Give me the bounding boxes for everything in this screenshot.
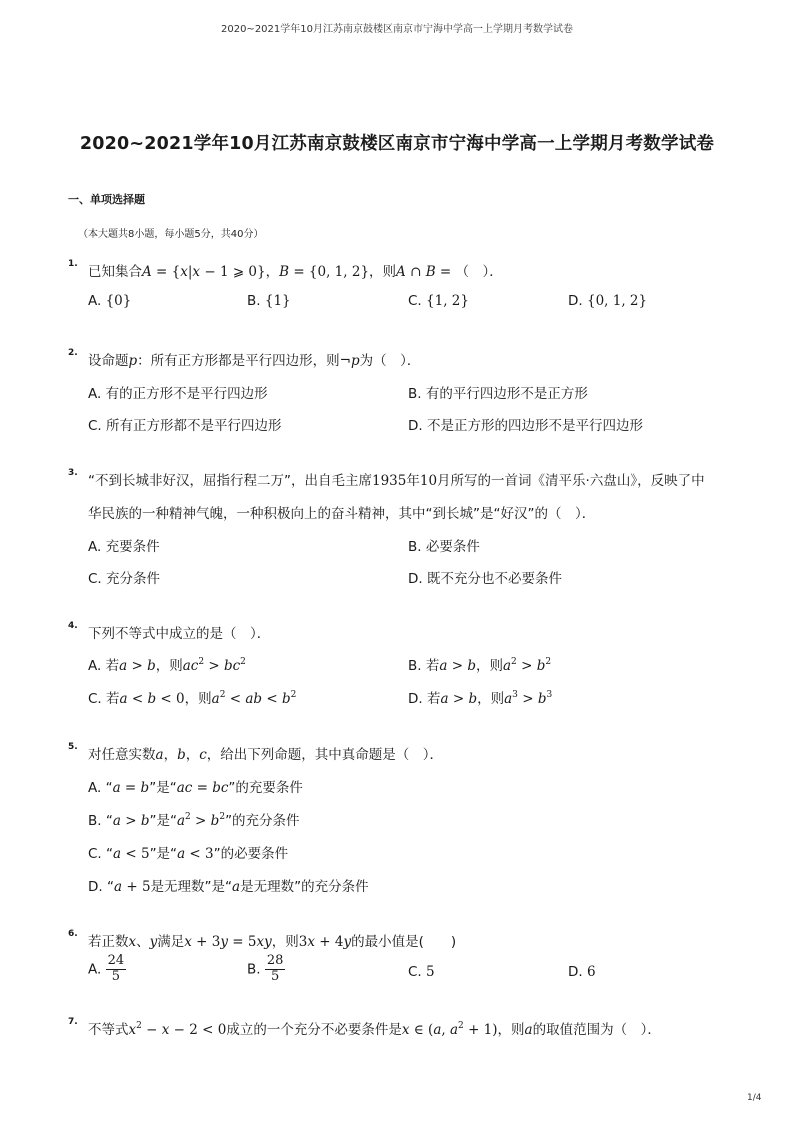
question-stem-line-2: 华民族的一种精神气魄，一种积极向上的奋斗精神，其中“到长城”是“好汉”的（ ）．	[88, 506, 596, 522]
question-stem: 对任意实数a，b，c，给出下列命题，其中真命题是（ ）．	[88, 747, 444, 763]
option-c[interactable]: C. “a < 5”是“a < 3”的必要条件	[88, 846, 289, 862]
option-d[interactable]: D. “a + 5是无理数”是“a是无理数”的充分条件	[88, 879, 369, 895]
question-number: 2.	[68, 348, 78, 358]
option-b[interactable]: B. “a > b”是“$a^2 > b^2$”的充分条件	[88, 812, 300, 829]
running-header: 2020~2021学年10月江苏南京鼓楼区南京市宁海中学高一上学期月考数学试卷	[220, 24, 573, 35]
fraction: $\frac{24}{5}$	[107, 953, 125, 984]
question-number: 1.	[68, 259, 78, 269]
option-b[interactable]: B. $\frac{28}{5}$	[247, 953, 284, 984]
option-d[interactable]: D. 6	[568, 964, 596, 980]
option-c[interactable]: C. 所有正方形都不是平行四边形	[88, 418, 282, 434]
section-note: （本大题共8小题，每小题5分，共40分）	[78, 229, 264, 240]
option-d[interactable]: D. 既不充分也不必要条件	[408, 571, 562, 587]
section-heading: 一、单项选择题	[68, 193, 145, 206]
document-title: 2020~2021学年10月江苏南京鼓楼区南京市宁海中学高一上学期月考数学试卷	[79, 134, 715, 154]
option-d[interactable]: D. {0, 1, 2}	[568, 293, 648, 309]
option-c[interactable]: C. {1, 2}	[408, 293, 469, 309]
option-a[interactable]: A. $\frac{24}{5}$	[88, 953, 125, 984]
question-number: 3.	[68, 468, 78, 478]
option-d[interactable]: D. 不是正方形的四边形不是平行四边形	[408, 418, 643, 434]
option-a[interactable]: A. {0}	[88, 293, 132, 309]
page-number: 1/4	[747, 1093, 762, 1103]
option-b[interactable]: B. 有的平行四边形不是正方形	[408, 386, 588, 402]
option-c[interactable]: C. 若a < b < 0，则$a^2$ < ab < $b^2$	[88, 690, 297, 707]
question-number: 4.	[68, 621, 78, 631]
option-a[interactable]: A. 充要条件	[88, 539, 160, 555]
option-b[interactable]: B. {1}	[247, 293, 291, 309]
option-b[interactable]: B. 若a > b，则$a^2 > b^2$	[408, 657, 552, 674]
option-d[interactable]: D. 若a > b，则$a^3 > b^3$	[408, 690, 553, 707]
question-stem: 若正数x、y满足x + 3y = 5xy，则3x + 4y的最小值是( )	[88, 934, 457, 950]
option-c[interactable]: C. 充分条件	[88, 571, 161, 587]
question-stem: 设命题p：所有正方形都是平行四边形，则¬p为（ ）．	[88, 353, 421, 369]
option-b[interactable]: B. 必要条件	[408, 539, 480, 555]
fraction: $\frac{28}{5}$	[266, 953, 284, 984]
question-number: 5.	[68, 742, 78, 752]
option-a[interactable]: A. “a = b”是“ac = bc”的充要条件	[88, 780, 303, 796]
option-c[interactable]: C. 5	[408, 964, 435, 980]
question-stem: 不等式$x^2 - x - 2 < 0$成立的一个充分不必要条件是x ∈ (a, $a^2 + 1$)，则a的取值范围为（ ）．	[88, 1021, 661, 1038]
option-a[interactable]: A. 若a > b，则$ac^2 > bc^2$	[88, 657, 246, 674]
question-number: 7.	[68, 1017, 78, 1027]
option-a[interactable]: A. 有的正方形不是平行四边形	[88, 386, 268, 402]
question-stem: 下列不等式中成立的是（ ）．	[88, 626, 271, 642]
question-stem: 已知集合A = {x|x − 1 ⩾ 0}，B = {0, 1, 2}，则A ∩ B = （ ）．	[88, 264, 503, 280]
question-number: 6.	[68, 929, 78, 939]
question-stem: “不到长城非好汉，屈指行程二万”，出自毛主席1935年10月所写的一首词《清平乐·六盘山》，反映了中	[88, 473, 705, 489]
